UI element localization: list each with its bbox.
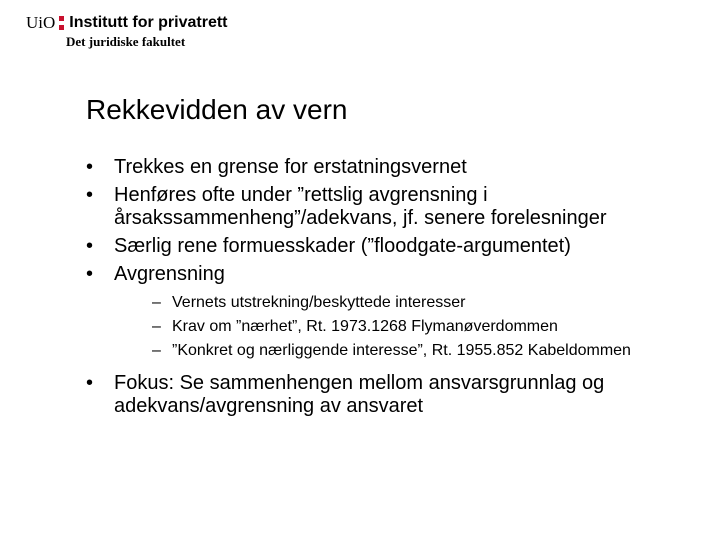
bullet-text: Henføres ofte under ”rettslig avgrensning i årsakssammenheng”/adekvans, jf. senere forelesninger <box>114 184 607 229</box>
bullet-text: Avgrensning <box>114 263 225 285</box>
bullet-item <box>86 235 696 258</box>
bullet-icon: • <box>86 372 94 394</box>
bullet-item <box>86 263 696 360</box>
dash-icon: – <box>152 342 161 359</box>
header <box>26 12 228 50</box>
faculty-name: Det juridiske fakultet <box>66 34 186 49</box>
bullet-icon: • <box>86 235 94 257</box>
slide-title: Rekkevidden av vern <box>86 94 348 125</box>
sub-bullet-text: ”Konkret og nærliggende interesse”, Rt. 1955.852 Kabeldommen <box>172 342 631 359</box>
bullet-text: Trekkes en grense for erstatningsvernet <box>114 156 467 178</box>
sub-bullet-list <box>114 294 696 360</box>
bullet-item <box>86 156 696 179</box>
dash-icon: – <box>152 294 161 311</box>
sub-bullet-item <box>152 294 696 312</box>
sub-bullet-item <box>152 342 696 360</box>
sub-bullet-item <box>152 318 696 336</box>
logo-row <box>26 12 228 34</box>
sub-bullet-text: Vernets utstrekning/beskyttede interesser <box>172 294 466 311</box>
institute-name: Institutt for privatrett <box>69 14 228 31</box>
uio-logo: UiO <box>26 13 56 32</box>
bullet-icon: • <box>86 156 94 178</box>
bullet-icon: • <box>86 263 94 285</box>
slide-content <box>86 156 696 423</box>
bullet-list <box>86 156 696 418</box>
sub-bullet-text: Krav om ”nærhet”, Rt. 1973.1268 Flymanøverdommen <box>172 318 558 335</box>
bullet-text: Særlig rene formuesskader (”floodgate-argumentet) <box>114 235 571 257</box>
dash-icon: – <box>152 318 161 335</box>
bullet-icon: • <box>86 184 94 206</box>
bullet-item <box>86 184 696 230</box>
bullet-item <box>86 372 696 418</box>
bullet-text: Fokus: Se sammenhengen mellom ansvarsgrunnlag og adekvans/avgrensning av ansvaret <box>114 372 605 417</box>
uio-colon-icon <box>59 15 64 31</box>
